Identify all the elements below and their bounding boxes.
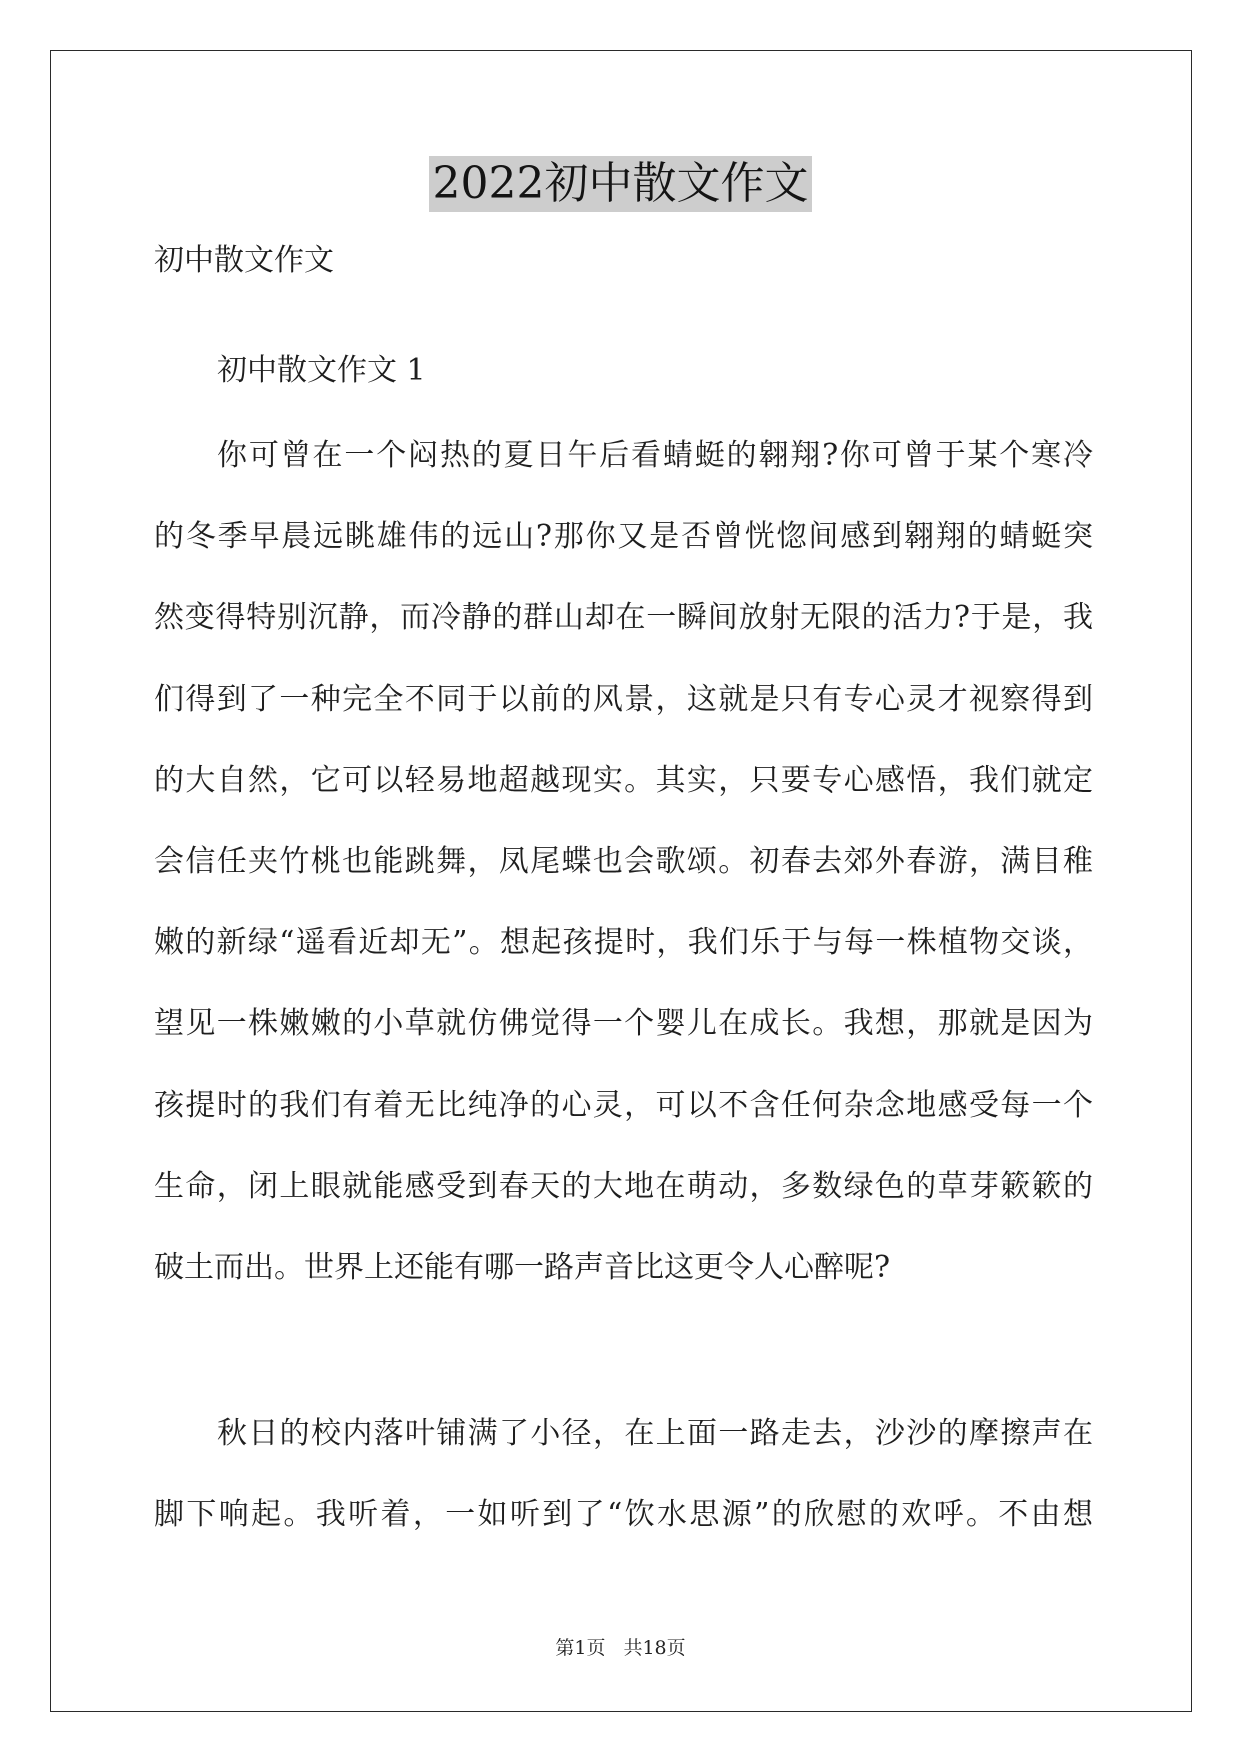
text-line: 嫩的新绿“遥看近却无”。想起孩提时，我们乐于与每一株植物交谈，	[154, 925, 1093, 961]
text-line: 望见一株嫩嫩的小草就仿佛觉得一个婴儿在成长。我想，那就是因为	[154, 1006, 1093, 1042]
text-line: 孩提时的我们有着无比纯净的心灵，可以不含任何杂念地感受每一个	[154, 1087, 1093, 1123]
section-heading: 初中散文作文	[154, 243, 334, 278]
text-line: 然变得特别沉静，而冷静的群山却在一瞬间放射无限的活力?于是，我	[154, 600, 1093, 636]
page-footer	[0, 1636, 1241, 1660]
page-number: 第1页	[555, 1637, 606, 1659]
text-line: 的冬季早晨远眺雄伟的远山?那你又是否曾恍惚间感到翱翔的蜻蜓突	[154, 519, 1093, 555]
text-line: 秋日的校内落叶铺满了小径，在上面一路走去，沙沙的摩擦声在	[217, 1416, 1093, 1451]
text-line: 脚下响起。我听着，一如听到了“饮水思源”的欣慰的欢呼。不由想	[154, 1497, 1093, 1533]
text-line: 你可曾在一个闷热的夏日午后看蜻蜓的翱翔?你可曾于某个寒冷	[217, 438, 1093, 473]
essay-subheading: 初中散文作文 1	[217, 353, 426, 388]
text-line: 会信任夹竹桃也能跳舞，凤尾蝶也会歌颂。初春去郊外春游，满目稚	[154, 844, 1093, 879]
page-total: 共18页	[623, 1637, 686, 1659]
text-line: 们得到了一种完全不同于以前的风景，这就是只有专心灵才视察得到	[154, 681, 1093, 717]
document-title: 2022初中散文作文	[429, 156, 813, 212]
text-line: 破土而出。世界上还能有哪一路声音比这更令人心醉呢?	[154, 1250, 891, 1285]
text-line: 的大自然，它可以轻易地超越现实。其实，只要专心感悟，我们就定	[154, 762, 1093, 798]
text-line: 生命，闭上眼就能感受到春天的大地在萌动，多数绿色的草芽簌簌的	[154, 1168, 1093, 1204]
title-container	[0, 156, 1241, 212]
